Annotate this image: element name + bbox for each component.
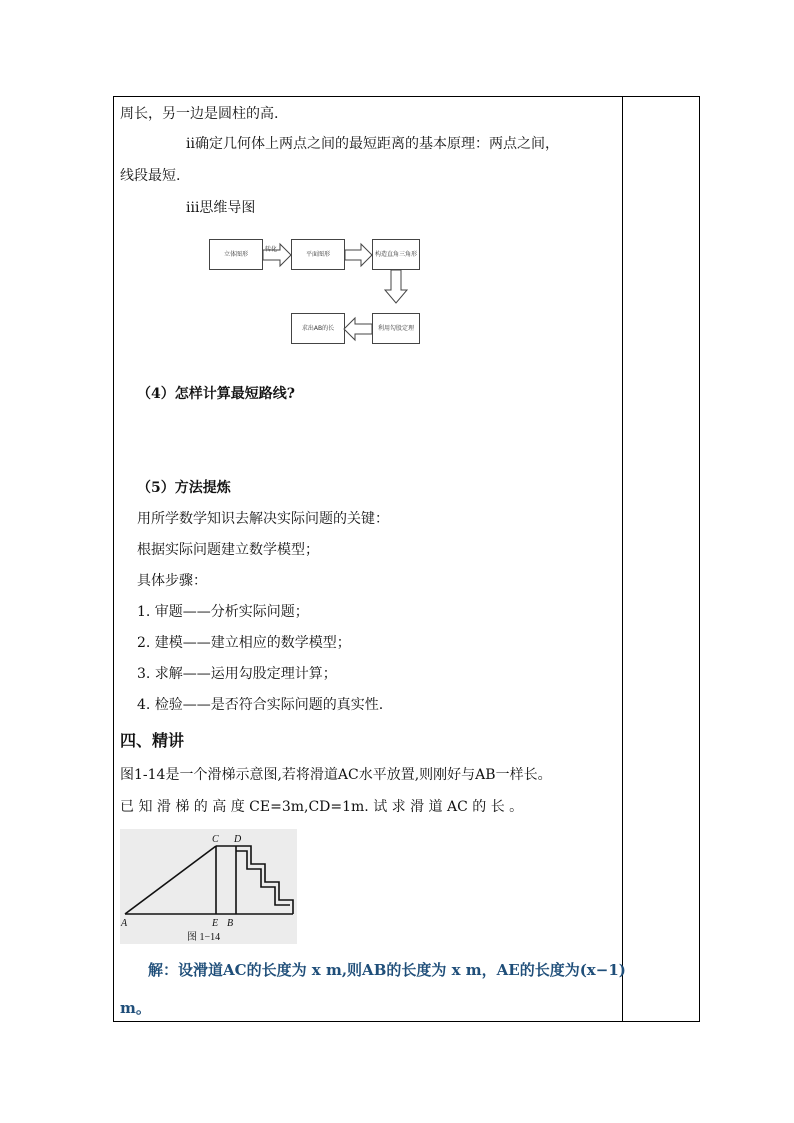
method-line: 用所学数学知识去解决实际问题的关键： <box>137 511 389 527</box>
figure-caption: 图 1−14 <box>187 932 221 943</box>
mindmap-box-plane-figure: 平面图形 <box>291 239 345 270</box>
text-line: ⅱ确定几何体上两点之间的最短距离的基本原理：两点之间， <box>186 136 559 152</box>
point-label-b: B <box>227 918 234 929</box>
mindmap-arrow-label: 转化 <box>265 246 278 253</box>
text-line: 线段最短. <box>120 168 181 184</box>
mindmap-box-solid-figure: 立体图形 <box>209 239 263 270</box>
slide-diagram <box>120 829 297 944</box>
slide-figure <box>120 829 297 944</box>
step-item: 2. 建模——建立相应的数学模型； <box>137 635 351 651</box>
question-5: （5）方法提炼 <box>137 480 231 496</box>
step-item: 4. 检验——是否符合实际问题的真实性. <box>137 697 384 713</box>
problem-line: 已 知 滑 梯 的 高 度 CE=3m,CD=1m. 试 求 滑 道 AC 的 长 。 <box>120 799 524 815</box>
point-label-a: A <box>121 918 128 929</box>
point-label-e: E <box>212 918 219 929</box>
table-column-divider <box>622 96 623 1022</box>
point-label-c: C <box>212 834 219 845</box>
text-line: 周长，另一边是圆柱的高. <box>120 106 279 122</box>
section-heading: 四、精讲 <box>120 731 185 750</box>
question-4: （4）怎样计算最短路线? <box>137 386 295 402</box>
arrow-down-icon <box>385 270 407 303</box>
method-line: 具体步骤： <box>137 573 207 589</box>
step-item: 3. 求解——运用勾股定理计算； <box>137 666 337 682</box>
arrow-left-icon <box>344 318 372 340</box>
problem-line: 图1-14是一个滑梯示意图,若将滑道AC水平放置,则刚好与AB一样长。 <box>120 767 552 783</box>
solution-line: 解：设滑道AC的长度为 x m,则AB的长度为 x m，AE的长度为(x−1) <box>148 961 626 979</box>
arrow-right-icon <box>345 244 372 266</box>
text-line: ⅲ思维导图 <box>186 200 256 216</box>
mindmap-box-find-ab: 求出AB的长 <box>291 313 345 344</box>
step-item: 1. 审题——分析实际问题； <box>137 604 309 620</box>
mindmap-box-right-triangle: 构造直角三角形 <box>372 239 420 270</box>
solution-line: m。 <box>120 999 151 1017</box>
mindmap-arrows <box>200 230 430 355</box>
point-label-d: D <box>234 834 242 845</box>
mindmap-box-pythagorean: 利用勾股定理 <box>372 313 420 344</box>
method-line: 根据实际问题建立数学模型； <box>137 542 319 558</box>
